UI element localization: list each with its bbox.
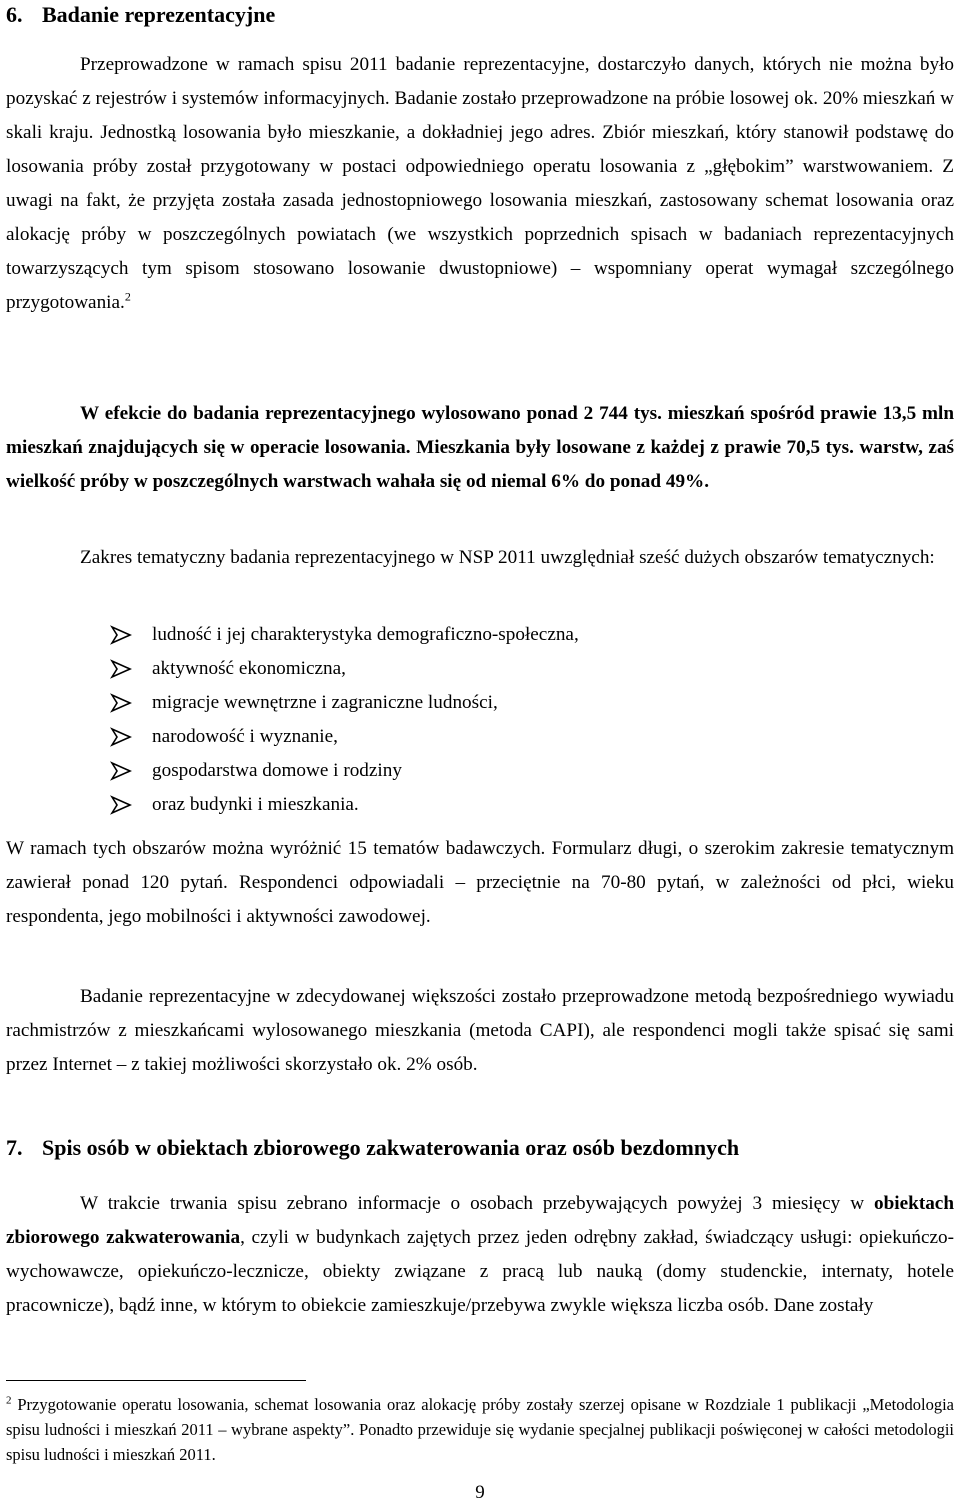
arrowhead-bullet-icon: [110, 761, 132, 781]
list-item-text: migracje wewnętrzne i zagraniczne ludności,: [152, 692, 498, 713]
list-item-text: ludność i jej charakterystyka demograficzno-społeczna,: [152, 624, 579, 645]
footnote-ref: 2: [124, 289, 131, 304]
paragraph-sampling-intro: [6, 48, 954, 320]
section-6-heading: [6, 2, 275, 28]
list-item: [110, 788, 579, 822]
paragraph-emphasis: obiektach zbiorowego zakwaterowania: [6, 1193, 954, 1248]
arrowhead-bullet-icon: [110, 625, 132, 645]
section-number: 7.: [6, 1135, 23, 1160]
section-title: Badanie reprezentacyjne: [42, 2, 276, 27]
footnote-number: 2: [6, 1394, 12, 1407]
paragraph-sample-results: W efekcie do badania reprezentacyjnego wylosowano ponad 2 744 tys. mieszkań spośród prawie 13,5 mln mieszkań znajdujących się w operacie losowania. Mieszkania były losowane z każdej z prawie 70,5 tys. warstw, zaś wielkość próby w poszczególnych warstwach wahała się od niemal 6% do ponad 49%.: [6, 403, 954, 492]
paragraph-collective-housing: [6, 1187, 954, 1323]
arrowhead-bullet-icon: [110, 659, 132, 679]
section-title: Spis osób w obiektach zbiorowego zakwaterowania oraz osób bezdomnych: [42, 1135, 740, 1160]
section-7-heading: [6, 1135, 739, 1161]
arrowhead-bullet-icon: [110, 727, 132, 747]
list-item-text: aktywność ekonomiczna,: [152, 658, 346, 679]
page-number: 9: [475, 1482, 485, 1503]
footnote-text: Przygotowanie operatu losowania, schemat losowania oraz alokację próby zostały szerzej opisane w Rozdziale 1 publikacji „Metodologia spisu ludności i mieszkań 2011 – wybrane aspekty”. Ponadto przewiduje się wydanie specjalnej publikacji poświęconej w całości metodologii spisu ludności i mieszkań 2011.: [6, 1395, 954, 1464]
arrowhead-bullet-icon: [110, 693, 132, 713]
paragraph-thematic-scope: Zakres tematyczny badania reprezentacyjnego w NSP 2011 uwzględniał sześć dużych obszarów tematycznych:: [80, 547, 935, 568]
section-number: 6.: [6, 2, 23, 27]
paragraph-topics: W ramach tych obszarów można wyróżnić 15 tematów badawczych. Formularz długi, o szerokim zakresie tematycznym zawierał ponad 120 pytań. Respondenci odpowiadali – przeciętnie na 70-80 pytań, w zależności od płci, wieku respondenta, jego mobilności i aktywności zawodowej.: [6, 838, 954, 927]
list-item: [110, 686, 579, 720]
paragraph-capi: Badanie reprezentacyjne w zdecydowanej większości zostało przeprowadzone metodą bezpośredniego wywiadu rachmistrzów z mieszkańcami wylosowanego mieszkania (metoda CAPI), ale respondenci mogli także spisać się sami przez Internet – z takiej możliwości skorzystało ok. 2% osób.: [6, 986, 954, 1075]
list-item-text: gospodarstwa domowe i rodziny: [152, 760, 402, 781]
footnote: [6, 1392, 954, 1467]
paragraph-text: , czyli w budynkach zajętych przez jeden odrębny zakład, świadczący usługi: opiekuńczo-wychowawcze, opiekuńczo-lecznicze, obiekty związane z pracą lub nauką (domy studenckie, internaty, hotele pracownicze), bądź inne, w którym to obiekcie zamieszkuje/przebywa zwykle większa liczba osób. Dane zostały: [6, 1227, 954, 1316]
footnote-divider: [6, 1380, 306, 1381]
themes-list: [110, 618, 579, 822]
list-item-text: narodowość i wyznanie,: [152, 726, 338, 747]
paragraph-text: W trakcie trwania spisu zebrano informacje o osobach przebywających powyżej 3 miesięcy w: [80, 1193, 875, 1214]
paragraph-text: Przeprowadzone w ramach spisu 2011 badanie reprezentacyjne, dostarczyło danych, których nie można było pozyskać z rejestrów i systemów informacyjnych. Badanie zostało przeprowadzone na próbie losowej ok. 20% mieszkań w skali kraju. Jednostką losowania było mieszkanie, a dokładniej jego adres. Zbiór mieszkań, który stanowił podstawę do losowania próby został przygotowany w postaci odpowiedniego operatu losowania z „głębokim” warstwowaniem. Z uwagi na fakt, że przyjęta została zasada jednostopniowego losowania mieszkań, zastosowany schemat losowania oraz alokację próby w poszczególnych powiatach (we wszystkich poprzednich spisach w badaniach reprezentacyjnych towarzyszących tym spisom stosowano losowanie dwustopniowe) – wspomniany operat wymagał szczególnego przygotowania.: [6, 54, 954, 313]
list-item-text: oraz budynki i mieszkania.: [152, 794, 359, 815]
list-item: [110, 618, 579, 652]
list-item: [110, 754, 579, 788]
arrowhead-bullet-icon: [110, 795, 132, 815]
list-item: [110, 720, 579, 754]
list-item: [110, 652, 579, 686]
